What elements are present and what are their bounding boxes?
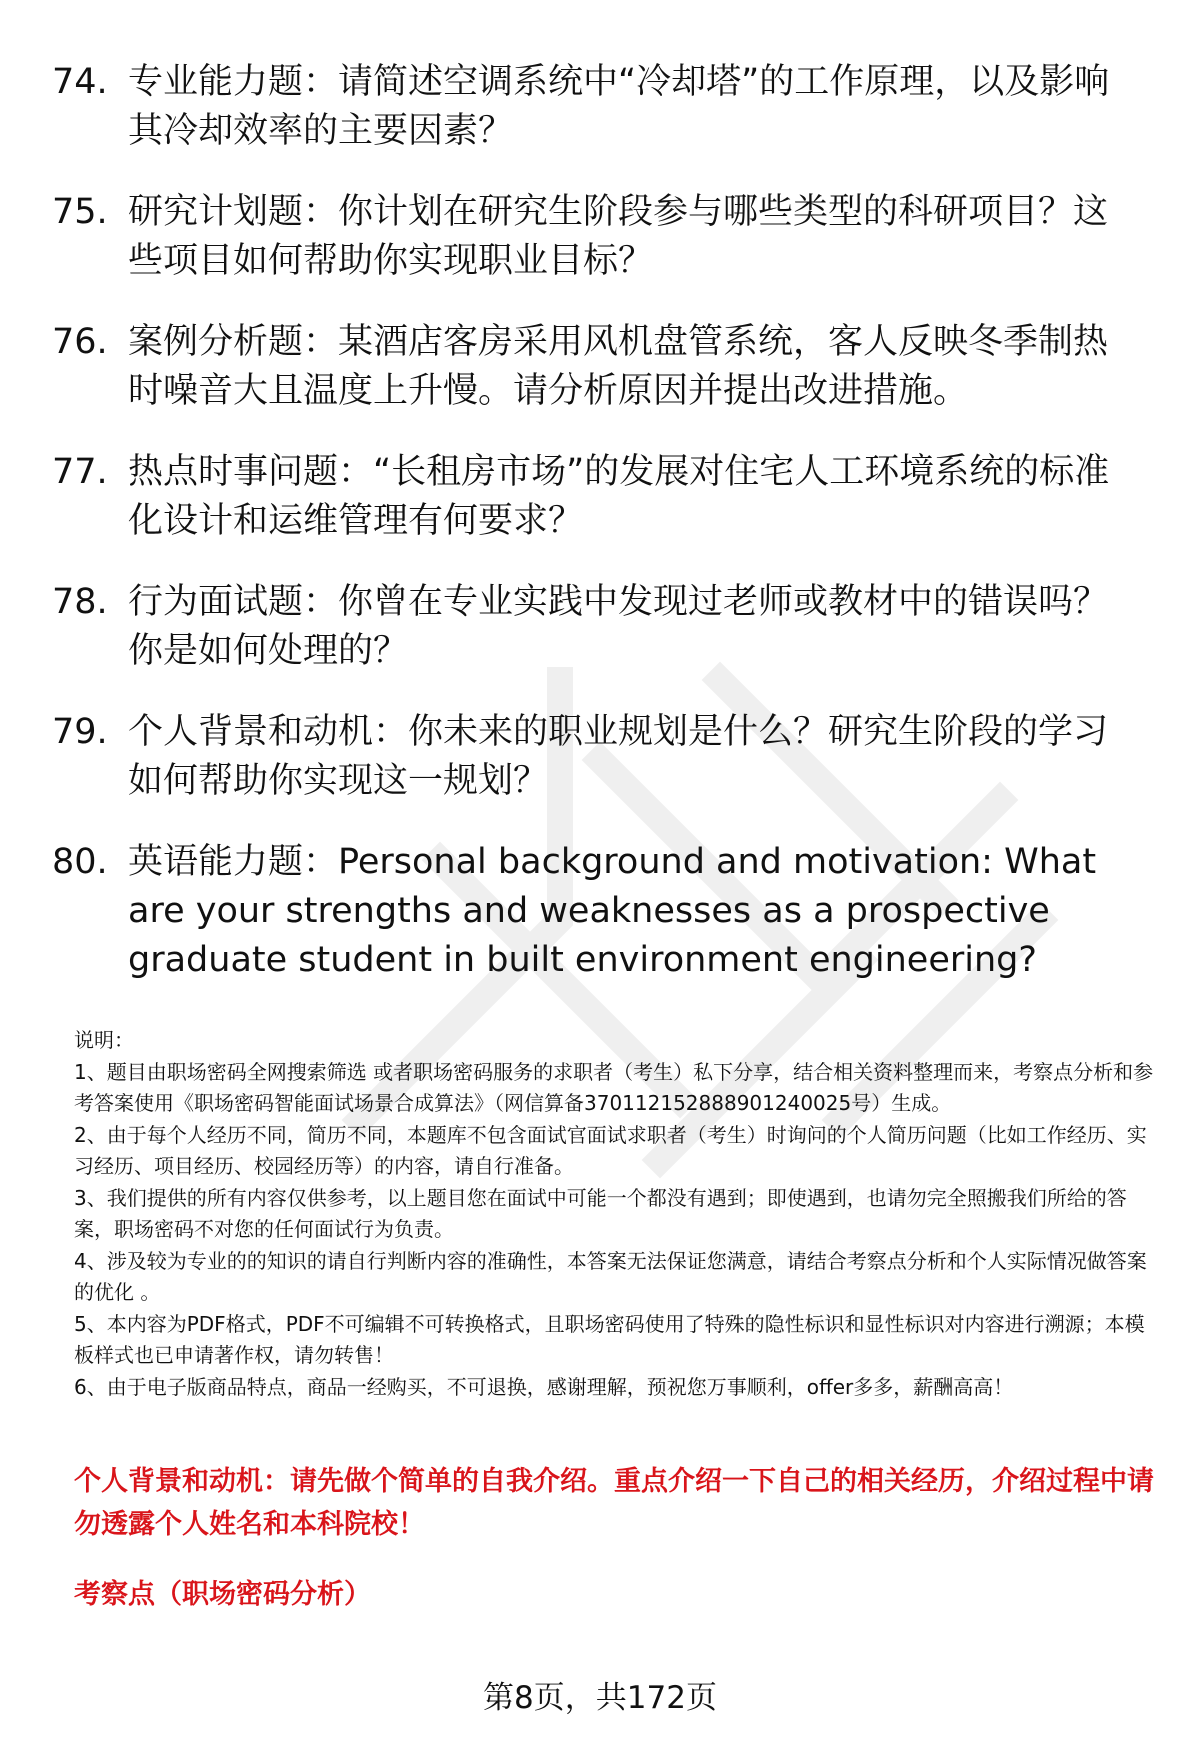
note-item: 4、涉及较为专业的的知识的请自行判断内容的准确性，本答案无法保证您满意，请结合考察点分析和个人实际情况做答案的优化 。 [74, 1248, 1147, 1304]
question-item [52, 58, 1152, 156]
note-item: 6、由于电子版商品特点，商品一经购买，不可退换，感谢理解，预祝您万事顺利，offer多多，薪酬高高！ [74, 1374, 1014, 1399]
question-text: 行为面试题：你曾在专业实践中发现过老师或教材中的错误吗？你是如何处理的？ [128, 582, 1109, 671]
note-item: 1、题目由职场密码全网搜索筛选 或者职场密码服务的求职者（考生）私下分享，结合相关资料整理而来，考察点分析和参考答案使用《职场密码智能面试场景合成算法》（网信算备370112152888901240025号）生成。 [74, 1059, 1154, 1115]
highlighted-question: 个人背景和动机：请先做个简单的自我介绍。重点介绍一下自己的相关经历，介绍过程中请勿透露个人姓名和本科院校！ [74, 1466, 1154, 1540]
analysis-subheading: 考察点（职场密码分析） [74, 1579, 371, 1610]
note-item: 2、由于每个人经历不同，简历不同，本题库不包含面试官面试求职者（考生）时询问的个人简历问题（比如工作经历、实习经历、项目经历、校园经历等）的内容，请自行准备。 [74, 1122, 1147, 1178]
question-number: 80. [52, 842, 108, 882]
question-number: 74. [52, 62, 108, 102]
question-text: 专业能力题：请简述空调系统中“冷却塔”的工作原理，以及影响其冷却效率的主要因素？ [128, 62, 1110, 151]
question-text: 热点时事问题：“长租房市场”的发展对住宅人工环境系统的标准化设计和运维管理有何要求？ [128, 452, 1110, 541]
question-item [52, 318, 1152, 416]
notes-section [74, 1025, 1164, 1403]
question-number: 78. [52, 582, 108, 622]
question-item [52, 448, 1152, 546]
question-item [52, 578, 1152, 676]
question-number: 76. [52, 322, 108, 362]
page-number-footer: 第8页，共172页 [483, 1680, 717, 1716]
question-item [52, 708, 1152, 806]
note-item: 3、我们提供的所有内容仅供参考，以上题目您在面试中可能一个都没有遇到；即使遇到，也请勿完全照搬我们所给的答案，职场密码不对您的任何面试行为负责。 [74, 1185, 1127, 1241]
question-text: 英语能力题：Personal background and motivation: What are your strengths and weaknesses as a prospective graduate student in built environment engineering? [128, 842, 1097, 980]
question-list [52, 58, 1152, 1017]
question-item [52, 188, 1152, 286]
question-text: 案例分析题：某酒店客房采用风机盘管系统，客人反映冬季制热时噪音大且温度上升慢。请分析原因并提出改进措施。 [128, 322, 1109, 411]
question-text: 个人背景和动机：你未来的职业规划是什么？研究生阶段的学习如何帮助你实现这一规划？ [128, 712, 1109, 801]
question-number: 75. [52, 192, 108, 232]
question-text: 研究计划题：你计划在研究生阶段参与哪些类型的科研项目？这些项目如何帮助你实现职业目标？ [128, 192, 1109, 281]
question-item [52, 838, 1152, 985]
notes-heading: 说明： [74, 1028, 134, 1052]
question-number: 77. [52, 452, 108, 492]
note-item: 5、本内容为PDF格式，PDF不可编辑不可转换格式，且职场密码使用了特殊的隐性标识和显性标识对内容进行溯源；本模板样式也已申请著作权，请勿转售！ [74, 1311, 1145, 1367]
question-number: 79. [52, 712, 108, 752]
